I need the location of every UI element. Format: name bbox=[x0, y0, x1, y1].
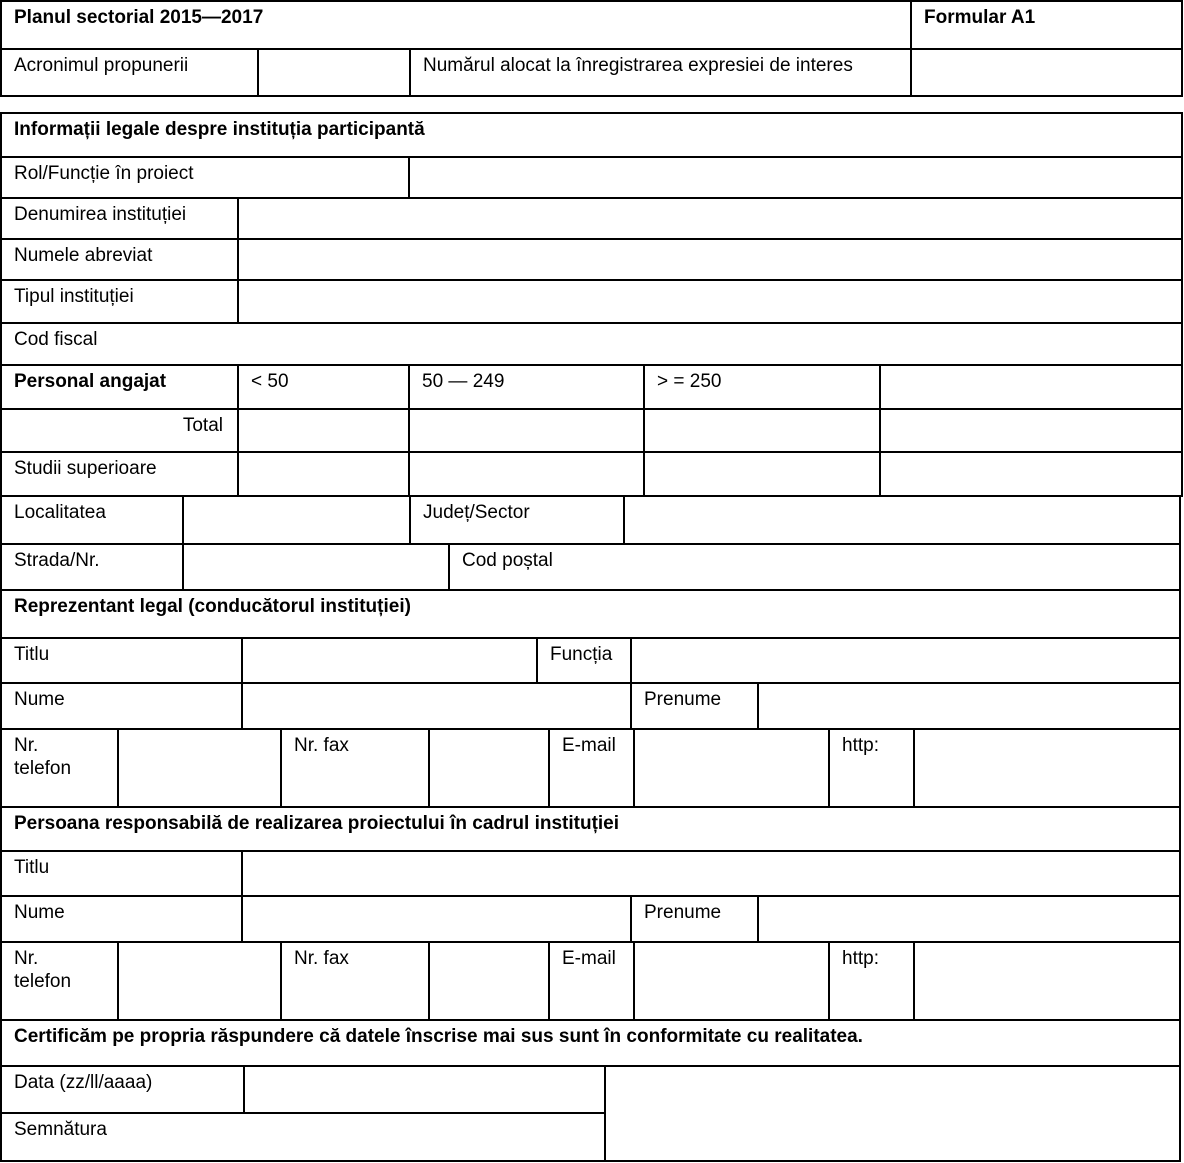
acronym-label: Acronimul propunerii bbox=[0, 48, 259, 97]
resp-title-label: Titlu bbox=[0, 850, 243, 897]
stamp-area[interactable] bbox=[604, 1065, 1181, 1162]
role-field[interactable] bbox=[408, 156, 1183, 199]
rep-surname-field[interactable] bbox=[241, 682, 632, 730]
rep-email-label: E-mail bbox=[548, 728, 635, 808]
role-label: Rol/Funcție în proiect bbox=[0, 156, 410, 199]
short-name-label: Numele abreviat bbox=[0, 238, 239, 281]
rep-phone-field[interactable] bbox=[117, 728, 282, 808]
institution-type-field[interactable] bbox=[237, 279, 1183, 324]
higher-ed-extra-field[interactable] bbox=[879, 451, 1183, 497]
rep-surname-label: Nume bbox=[0, 682, 243, 730]
date-label: Data (zz/ll/aaaa) bbox=[0, 1065, 245, 1114]
total-small-field[interactable] bbox=[237, 408, 410, 453]
institution-type-label: Tipul instituției bbox=[0, 279, 239, 324]
resp-email-field[interactable] bbox=[633, 941, 830, 1021]
staff-col-extra bbox=[879, 364, 1183, 410]
fiscal-code-field[interactable]: Cod fiscal bbox=[0, 322, 1183, 366]
resp-phone-field[interactable] bbox=[117, 941, 282, 1021]
total-extra-field[interactable] bbox=[879, 408, 1183, 453]
resp-fax-field[interactable] bbox=[428, 941, 550, 1021]
total-label: Total bbox=[0, 408, 239, 453]
higher-ed-small-field[interactable] bbox=[237, 451, 410, 497]
representative-section-title: Reprezentant legal (conducătorul instituției) bbox=[0, 589, 1181, 639]
institution-name-label: Denumirea instituției bbox=[0, 197, 239, 240]
acronym-field[interactable] bbox=[257, 48, 411, 97]
resp-phone-label: Nr. telefon bbox=[0, 941, 119, 1021]
postal-code-field[interactable]: Cod poștal bbox=[448, 543, 1181, 591]
legal-section-title: Informații legale despre instituția participantă bbox=[0, 112, 1183, 158]
resp-firstname-field[interactable] bbox=[757, 895, 1181, 943]
short-name-field[interactable] bbox=[237, 238, 1183, 281]
resp-http-field[interactable] bbox=[913, 941, 1181, 1021]
staff-col-medium: 50 — 249 bbox=[408, 364, 645, 410]
form-title: Planul sectorial 2015—2017 bbox=[0, 0, 912, 50]
signature-field[interactable]: Semnătura bbox=[0, 1112, 606, 1162]
higher-education-label: Studii superioare bbox=[0, 451, 239, 497]
date-field[interactable] bbox=[243, 1065, 606, 1114]
resp-surname-field[interactable] bbox=[241, 895, 632, 943]
rep-title-field[interactable] bbox=[241, 637, 538, 684]
responsible-section-title: Persoana responsabilă de realizarea proiectului în cadrul instituției bbox=[0, 806, 1181, 852]
street-label: Strada/Nr. bbox=[0, 543, 184, 591]
rep-function-label: Funcția bbox=[536, 637, 632, 684]
total-large-field[interactable] bbox=[643, 408, 881, 453]
resp-fax-label: Nr. fax bbox=[280, 941, 430, 1021]
staff-col-large: > = 250 bbox=[643, 364, 881, 410]
locality-label: Localitatea bbox=[0, 495, 184, 545]
form-code: Formular A1 bbox=[910, 0, 1183, 50]
resp-firstname-label: Prenume bbox=[630, 895, 759, 943]
county-label: Județ/Sector bbox=[409, 495, 625, 545]
rep-firstname-field[interactable] bbox=[757, 682, 1181, 730]
rep-fax-label: Nr. fax bbox=[280, 728, 430, 808]
number-field[interactable] bbox=[910, 48, 1183, 97]
rep-phone-label: Nr. telefon bbox=[0, 728, 119, 808]
locality-field[interactable] bbox=[182, 495, 411, 545]
street-field[interactable] bbox=[182, 543, 450, 591]
rep-title-label: Titlu bbox=[0, 637, 243, 684]
resp-email-label: E-mail bbox=[548, 941, 635, 1021]
resp-title-field[interactable] bbox=[241, 850, 1181, 897]
rep-http-label: http: bbox=[828, 728, 915, 808]
institution-name-field[interactable] bbox=[237, 197, 1183, 240]
county-field[interactable] bbox=[623, 495, 1181, 545]
rep-fax-field[interactable] bbox=[428, 728, 550, 808]
higher-ed-large-field[interactable] bbox=[643, 451, 881, 497]
resp-surname-label: Nume bbox=[0, 895, 243, 943]
total-medium-field[interactable] bbox=[408, 408, 645, 453]
staff-label: Personal angajat bbox=[0, 364, 239, 410]
rep-function-field[interactable] bbox=[630, 637, 1181, 684]
rep-http-field[interactable] bbox=[913, 728, 1181, 808]
higher-ed-medium-field[interactable] bbox=[408, 451, 645, 497]
rep-email-field[interactable] bbox=[633, 728, 830, 808]
resp-http-label: http: bbox=[828, 941, 915, 1021]
rep-firstname-label: Prenume bbox=[630, 682, 759, 730]
staff-col-small: < 50 bbox=[237, 364, 410, 410]
number-label: Numărul alocat la înregistrarea expresiei de interes bbox=[409, 48, 912, 97]
certification-statement: Certificăm pe propria răspundere că datele înscrise mai sus sunt în conformitate cu realitatea. bbox=[0, 1019, 1181, 1067]
